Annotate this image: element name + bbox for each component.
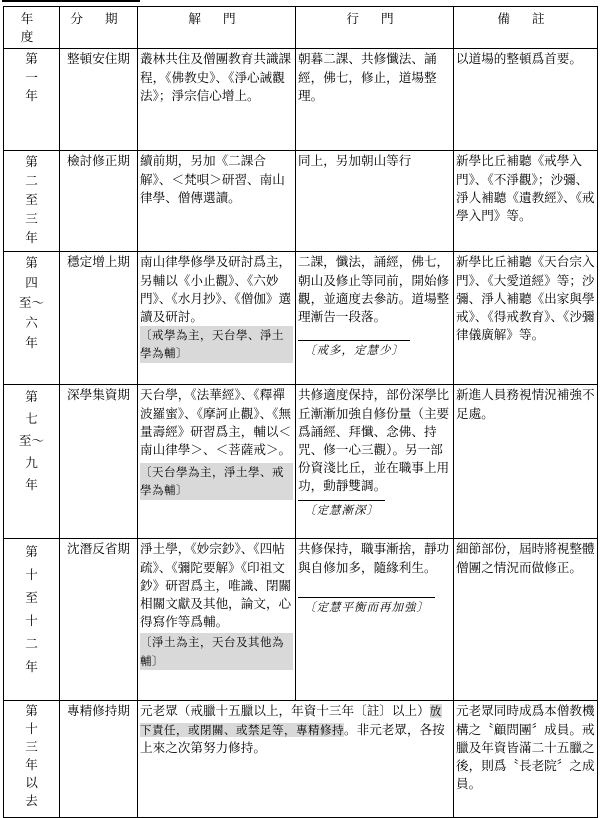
- stage-cell: 沈潛反省期: [60, 539, 138, 701]
- bei-cell: 元老眾同時成爲本僧教機構之〝顧問團〞成員。戒臘及年資皆滿二十五臘之後，則爲〝長老院〞之成員。: [454, 701, 598, 818]
- bei-cell: 新學比丘補聽《天台宗入門》、《大愛道經》等；沙彌、淨人補聽《出家與學戒》、《得戒教育》、《沙彌律儀廣解》等。: [454, 252, 598, 385]
- year-cell: 第 七 至〜 九 年: [4, 385, 60, 539]
- header-xing: 行 門: [296, 7, 454, 49]
- xing-note: 〔定慧漸深〕: [298, 500, 385, 519]
- jie-cell: 叢林共住及僧團教育共識課程，《佛教史》、《淨心誡觀法》；淨宗信心增上。: [138, 49, 296, 151]
- header-row: [4, 7, 598, 49]
- xing-cell: 朝暮二課、共修懺法、誦經，佛七，修止，道場整理。: [296, 49, 454, 151]
- xing-cell: 同上，另加朝山等行: [296, 151, 454, 252]
- bei-cell: 以道場的整頓爲首要。: [454, 49, 598, 151]
- year-cell: 第 十 至 十 二 年: [4, 539, 60, 701]
- stage-cell: 穩定增上期: [60, 252, 138, 385]
- jie-cell: 天台學，《法華經》、《釋禪波羅蜜》、《摩訶止觀》、《無量壽經》研習爲主，輔以＜南山律學＞、＜菩薩戒＞。 〔天台學為主，淨土學、戒學為輔〕: [138, 385, 296, 539]
- stage-cell: 專精修持期: [60, 701, 138, 818]
- stage-cell: 深學集資期: [60, 385, 138, 539]
- table-row: [4, 385, 598, 539]
- jie-emphasis: 〔戒學為主，天台學、淨土學為輔〕: [140, 326, 293, 362]
- header-jie: 解 門: [138, 7, 296, 49]
- table-row: [4, 49, 598, 151]
- stage-cell: 整頓安住期: [60, 49, 138, 151]
- year-cell: 第 二 至 三 年: [4, 151, 60, 252]
- header-stage: 分 期: [60, 7, 138, 49]
- plan-table: [3, 6, 598, 818]
- xing-note: 〔戒多，定慧少〕: [298, 340, 410, 359]
- xing-cell: 二課，懺法，誦經，佛七，朝山及修止等同前，開始修觀，並適度去參訪。道場整理漸告一段落。 〔戒多，定慧少〕: [296, 252, 454, 385]
- header-bei: 備 註: [454, 7, 598, 49]
- bei-cell: 新學比丘補聽《戒學入門》、《不淨觀》；沙彌、淨人補聽《遺教經》、《戒學入門》等。: [454, 151, 598, 252]
- jie-emphasis: 放下責任，或閉關、或禁足等，專精修持: [140, 704, 442, 737]
- table-row: [4, 252, 598, 385]
- jie-cell: 南山律學修學及研討爲主，另輔以《小止觀》、《六妙門》、《水月抄》、《僧伽》選讀及研討。 〔戒學為主，天台學、淨土學為輔〕: [138, 252, 296, 385]
- jie-emphasis: 〔天台學為主，淨土學、戒學為輔〕: [140, 463, 293, 499]
- xing-cell: 共修保持，職事漸捨，靜功與自修加多，隨緣利生。 〔定慧平衡而再加強〕: [296, 539, 454, 701]
- stage-cell: 檢討修正期: [60, 151, 138, 252]
- header-year: 年 度: [4, 7, 60, 49]
- table-row: [4, 151, 598, 252]
- xing-cell: 共修適度保持，部份深學比丘漸漸加強自修份量（主要爲誦經、拜懺、念佛、持咒、修一心三觀）。另一部份資淺比丘，並在職事上用功，動靜雙調。 〔定慧漸深〕: [296, 385, 454, 539]
- jie-cell: 淨土學，《妙宗鈔》、《四帖疏》、《彌陀要解》《印祖文鈔》研習爲主，唯識、閉關相關文獻及其他，論文，心得寫作等爲輔。 〔淨土為主，天台及其他為輔〕: [138, 539, 296, 701]
- bei-cell: 細節部份，屆時將視整體僧團之情況而做修正。: [454, 539, 598, 701]
- top-rule: [2, 0, 140, 2]
- year-cell: 第 十 三 年 以 去: [4, 701, 60, 818]
- year-cell: 第 四 至〜 六 年: [4, 252, 60, 385]
- jie-xing-merged-cell: 元老眾（戒臘十五臘以上，年資十三年〔註〕以上）放下責任，或閉關、或禁足等，專精修持。非元老眾，各按上來之次第努力修持。: [138, 701, 454, 818]
- table-row: [4, 701, 598, 818]
- xing-note: 〔定慧平衡而再加強〕: [298, 597, 435, 616]
- table-row: [4, 539, 598, 701]
- jie-emphasis: 〔淨土為主，天台及其他為輔〕: [140, 633, 293, 669]
- bei-cell: 新進人員務視情況補強不足處。: [454, 385, 598, 539]
- year-cell: 第 一 年: [4, 49, 60, 151]
- jie-cell: 續前期，另加《二課合解》、＜梵唄＞研習、南山律學、僧傳選讀。: [138, 151, 296, 252]
